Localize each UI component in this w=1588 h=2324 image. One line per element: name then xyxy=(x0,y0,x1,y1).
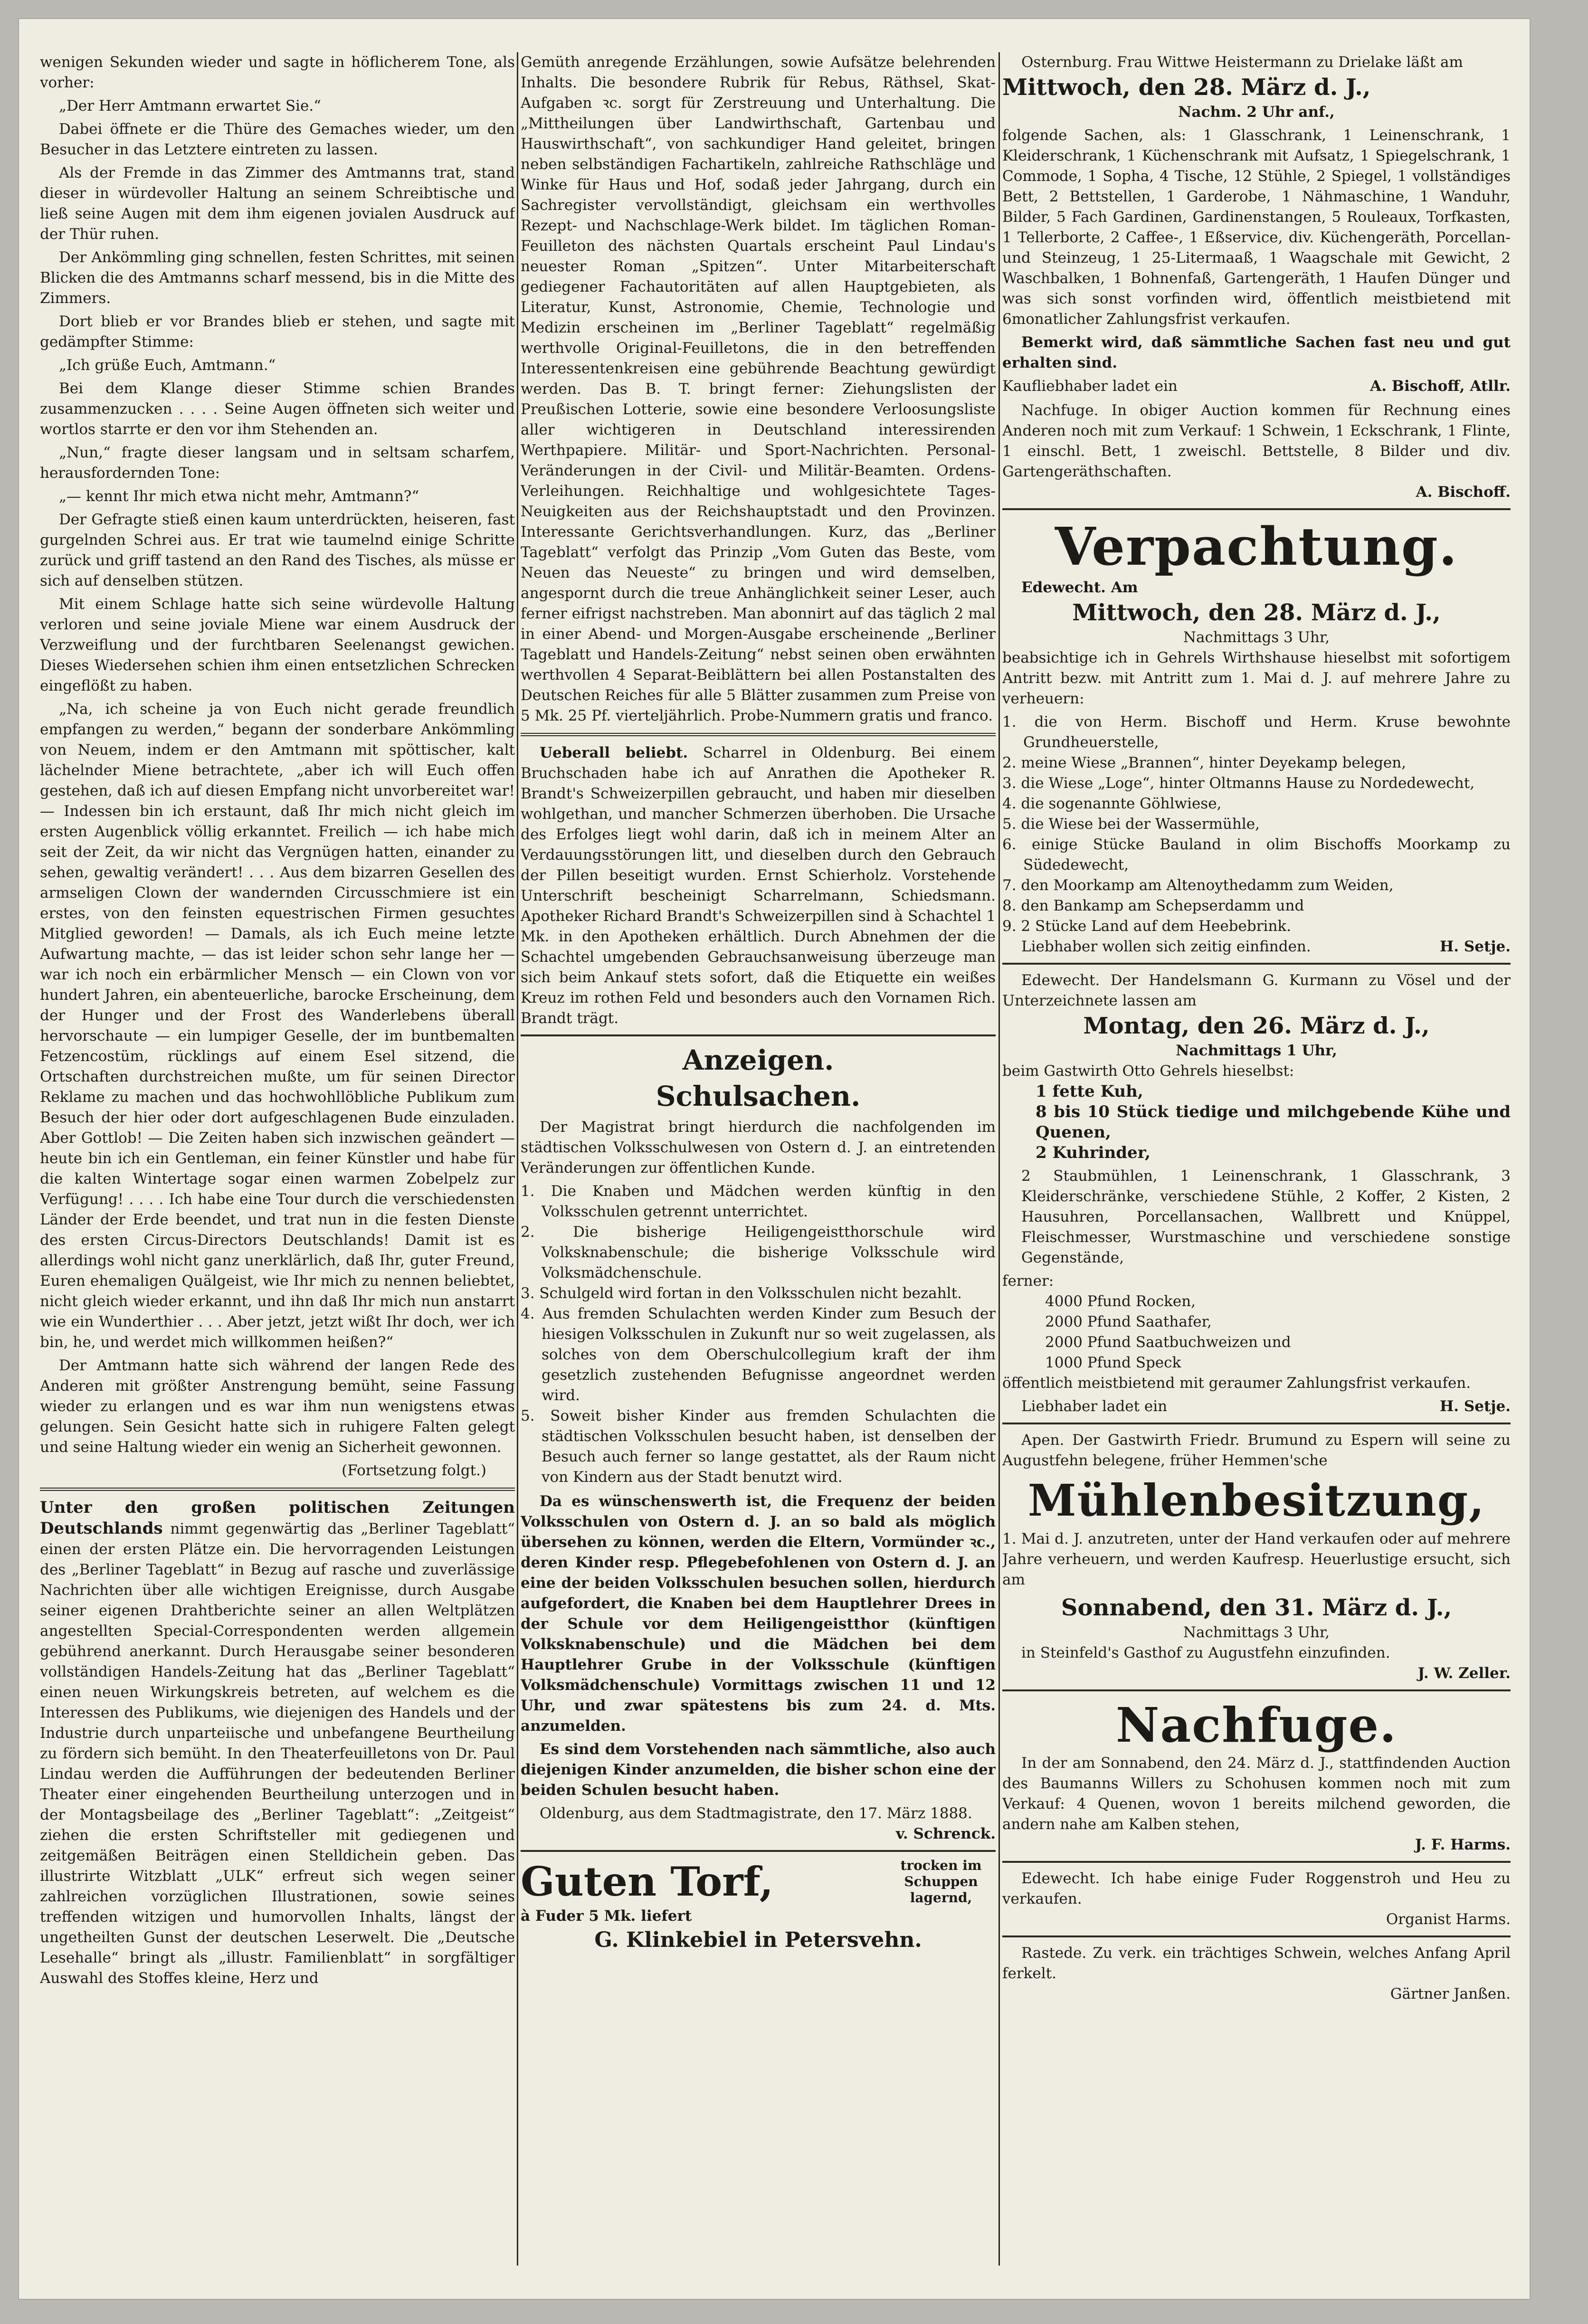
auction-3-item: 1 fette Kuh, xyxy=(1036,1082,1143,1101)
auction-3-text: 2 Staubmühlen, 1 Leinenschrank, 1 Glasschrank, 3 Kleiderschränke, verschiedene Stühle, 2 Koffer, 2 Kisten, 2 Hausuhren, Porcellansachen, Wallbrett und Knüppel, Fleischmesser, Wurstmaschine und verschiedene sonstige Gegenstände, xyxy=(1021,1167,1511,1266)
auction-1-nachfuge-signature: A. Bischoff. xyxy=(1416,484,1511,501)
section-rule xyxy=(1002,1689,1511,1691)
torf-side-note: trocken im Schuppen lagernd, xyxy=(900,1858,982,1906)
beliebt-text: Scharrel in Oldenburg. Bei einem Bruchschaden habe ich auf Anrathen die Apotheker R. Brandt's Schweizerpillen gebraucht, und haben mir dieselben wohlgethan, und mancher Schmerzen überhoben. Die Ursache des Erfolges liegt wohl darin, daß ich in meinem Alter an Verdauungsstörungen litt, und dieselben durch den Gebrauch der Pillen beseitigt wurden. Ernst Schierholz. Vorstehende Unterschrift bescheinigt Scharrelmann, Schiedsmann. Apotheker Richard Brandt's Schweizerpillen sind à Schachtel 1 Mk. in den Apotheken erhältlich. Durch Abnehmen der die Schachtel umgebenden Gebrauchsanweisung überzeuge man sich beim Ankauf stets sofort, daß die Etiquette ein weißes Kreuz im rothen Feld und besonders auch den Vornamen Rich. Brandt trägt. xyxy=(521,744,996,1027)
verpachtung-item: 7. den Moorkamp am Altenoythedamm zum Weiden, xyxy=(1002,877,1394,894)
section-rule xyxy=(521,1034,996,1036)
schul-item: 2. Die bisherige Heiligengeistthorschule wird Volksknabenschule; die bisherige Volksschule wird Volksmädchenschule. xyxy=(521,1224,996,1281)
muehle-time: Nachmittags 3 Uhr, xyxy=(1183,1624,1330,1641)
auction-3-good: 2000 Pfund Saathafer, xyxy=(1045,1313,1212,1330)
schul-place: Oldenburg, aus dem Stadtmagistrate, den 17. März 1888. xyxy=(540,1805,972,1822)
auction-3-good: 4000 Pfund Rocken, xyxy=(1045,1293,1196,1310)
story-paragraph: Dort blieb er vor Brandes blieb er stehen, und sagte mit gedämpfter Stimme: xyxy=(40,313,515,351)
ad-text: nimmt gegenwärtig das „Berliner Tageblatt“ einen der ersten Plätze ein. Die hervorragenden Leistungen des „Berliner Tageblatt“ in Bezug auf rasche und zuverlässige Nachrichten über alle wichtigen Ereignisse, durch Ausgabe seiner eigenen Drahtberichte seiner an allen Weltplätzen angestellten Special-Correspondenten werden allgemein gebührend anerkannt. Durch Herausgabe seiner besonderen vollständigen Handels-Zeitung hat das „Berliner Tageblatt“ einen neuen Wirkungskreis betreten, auf welchem es die Interessen des Publikums, wie diejenigen des Handels und der Industrie durch unparteiische und unbefangene Beurtheilung zu fördern sich bemüht. In den Theaterfeuilletons von Dr. Paul Lindau werden die Aufführungen der bedeutenden Berliner Theater einer eingehenden Beurtheilung unterzogen und in der Montagsbeilage des „Berliner Tageblatt“: „Zeitgeist“ ziehen die ersten Schriftsteller mit gediegenen und zeitgemäßen Beiträgen einen Stelldichein geben. Das illustrirte Witzblatt „ULK“ erfreut sich wegen seiner zahlreichen vorzüglichen Illustrationen, sowie seines treffenden witzigen und humorvollen Inhalts, längst der ungetheilten Gunst der deutschen Leserwelt. Die „Deutsche Lesehalle“ bringt als „illustr. Familienblatt“ in sorgfältiger Auswahl des Stoffes kleine, Herz und xyxy=(40,1520,515,1987)
section-rule xyxy=(1002,1861,1511,1863)
auction-3-item: 2 Kuhrinder, xyxy=(1036,1143,1151,1162)
verpachtung-item: 9. 2 Stücke Land auf dem Heebebrink. xyxy=(1002,918,1292,935)
verpachtung-date: Mittwoch, den 28. März d. J., xyxy=(1072,599,1441,626)
story-paragraph: „Na, ich scheine ja von Euch nicht gerade freundlich empfangen zu werden,“ begann der sonderbare Ankömmling von Neuem, indem er den Amtmann mit spöttischer, kalt lächelnder Miene betrachtete, „aber ich will Euch offen gestehen, daß ich auf diesen Empfang nicht unvorbereitet war! — Indessen bin ich erstaunt, daß Ihr mich nicht gleich im ersten Augenblick völlig erkanntet. Freilich — ich habe mich seit der Zeit, da wir nicht das Vergnügen hatten, einander zu sehen, gewaltig verändert! . . . Aus dem bizarren Gesellen des armseligen Clown der wandernden Circusschmiere ist ein erstes, von den feinsten equestrischen Firmen gesuchtes Mitglied geworden! — Damals, als ich Euch meine letzte Aufwartung machte, — das ist leider schon sehr lange her — war ich noch ein erbärmlicher Mensch — ein Clown von vor hundert Jahren, ein abenteuerliche, barocke Erscheinung, dem der Hunger und der Frost des Wanderlebens überall hervorschaute — ein lumpiger Geselle, der im buntbemalten Fetzencostüm, rücklings auf einem Esel sitzend, die Ortschaften durchstreichen mußte, um für seinen Director Reklame zu machen und das hochwohllöbliche Publikum zum Besuch der hier oder dort aufgeschlagenen Bude einzuladen. Aber Gottlob! — Die Zeiten haben sich inzwischen geändert — heute bin ich ein Gentleman, ein feiner Künstler und habe für die kalten Wintertage sogar einen warmen Zobelpelz zur Verfügung! . . . . Ich habe eine Tour durch die verschiedensten Länder der Erde beendet, und trat nun in die festen Dienste des ersten Circus-Directors Deutschlands! Damit ist es allerdings wohl nicht ganz unerklärlich, daß Ihr, guter Freund, Euren ehemaligen Quälgeist, wie Ihr mich zu nennen beliebtet, nicht gleich wieder erkannt, und ihn daß Ihr mich nun anstarrt wie ein Wunderthier . . . Aber jetzt, jetzt wißt Ihr doch, wer ich bin, he, und werdet mich willkommen heißen?“ xyxy=(40,701,515,1351)
section-rule xyxy=(1002,1423,1511,1424)
section-rule xyxy=(1002,1935,1511,1937)
torf-headline: Guten Torf, xyxy=(521,1858,774,1905)
section-rule xyxy=(521,1850,996,1852)
story-paragraph: wenigen Sekunden wieder und sagte in höflicherem Tone, als vorher: xyxy=(40,54,515,91)
strohverkauf-signature: Organist Harms. xyxy=(1386,1911,1511,1928)
ad-heading: Unter den großen politischen Zeitungen Deutschlands xyxy=(40,1498,515,1538)
story-paragraph: Der Gefragte stieß einen kaum unterdrückten, heiseren, fast gurgelnden Schrei aus. Er trat wie taumelnd einige Schritte zurück und griff tastend an den Rand des Tisches, als müsse er sich auf denselben stützen. xyxy=(40,511,515,589)
schwein-signature: Gärtner Janßen. xyxy=(1390,1985,1511,2002)
muehle-text: 1. Mai d. J. anzutreten, unter der Hand verkaufen oder auf mehrere Jahre verheuern, und werden Kaufresp. Heuerlustige ersucht, sich am xyxy=(1002,1530,1511,1588)
auction-1-nachfuge: Nachfuge. In obiger Auction kommen für Rechnung eines Anderen noch mit zum Verkauf: 1 Schwein, 1 Eckschrank, 1 Flinte, 1 einschl. Bett, 1 zweischl. Bettstelle, 8 Bilder und div. Gartengeräthschaften. xyxy=(1002,402,1511,480)
verpachtung-place: Edewecht. Am xyxy=(1021,579,1138,596)
tageblatt-ad xyxy=(40,1498,515,1989)
verpachtung-signature: H. Setje. xyxy=(1439,938,1511,955)
verpachtung-item: 3. die Wiese „Loge“, hinter Oltmanns Hause zu Nordedewecht, xyxy=(1002,775,1475,792)
schul-item: 3. Schulgeld wird fortan in den Volksschulen nicht bezahlt. xyxy=(521,1285,962,1302)
story-paragraph: Der Ankömmling ging schnellen, festen Schrittes, mit seinen Blicken die des Amtmanns scharf messend, bis in die Mitte des Zimmers. xyxy=(40,249,515,307)
auction-1-signature: A. Bischoff, Atllr. xyxy=(1370,378,1511,395)
auction-3-item: 8 bis 10 Stück tiedige und milchgebende Kühe und Quenen, xyxy=(1036,1102,1511,1142)
auction-1-note: Bemerkt wird, daß sämmtliche Sachen fast neu und gut erhalten sind. xyxy=(1002,334,1511,371)
schul-notice: Da es wünschenswerth ist, die Frequenz der beiden Volksschulen von Ostern d. J. an so bald als möglich übersehen zu können, werden die Eltern, Vormünder ꝛc., deren Kinder resp. Pflegebefohlenen von Ostern d. J. an eine der beiden Volksschulen besuchen sollen, hierdurch aufgefordert, die Knaben bei dem Hauptlehrer Drees in der Schule vor dem Heiligengeistthor (künftigen Volksknabenschule) und die Mädchen bei dem Hauptlehrer Grube in der Volksschule (künftigen Volksmädchenschule) Vormittags zwischen 11 und 12 Uhr, und zwar spätestens bis zum 24. d. Mts. anzumelden. xyxy=(521,1493,996,1735)
continuation-note: (Fortsetzung folgt.) xyxy=(342,1462,486,1479)
story-paragraph: Mit einem Schlage hatte sich seine würdevolle Haltung verloren und seine joviale Miene war einem Ausdruck der Verzweiflung und der furchtbaren Seelenangst gewichen. Dieses Wiedersehen schien ihm einen entsetzlichen Schrecken eingeflößt zu haben. xyxy=(40,596,515,694)
story-paragraph: Der Amtmann hatte sich während der langen Rede des Anderen mit größter Anstrengung bemüht, seine Fassung wieder zu erlangen und es war ihm nun wenigstens etwas gelungen. Sein Gesicht hatte sich in ruhigere Falten gelegt und seine Haltung wieder ein wenig an Sicherheit gewonnen. xyxy=(40,1357,515,1456)
schulsachen-heading: Schulsachen. xyxy=(656,1080,861,1112)
strohverkauf-text: Edewecht. Ich habe einige Fuder Roggenstroh und Heu zu verkaufen. xyxy=(1002,1870,1511,1907)
auction-1-time: Nachm. 2 Uhr anf., xyxy=(1178,104,1335,121)
verpachtung-lead: Liebhaber wollen sich zeitig einfinden. xyxy=(1021,938,1311,955)
story-paragraph: „Der Herr Amtmann erwartet Sie.“ xyxy=(59,97,322,114)
schwein-text: Rastede. Zu verk. ein trächtiges Schwein, welches Anfang April ferkelt. xyxy=(1002,1945,1511,1982)
schul-notice-2: Es sind dem Vorstehenden nach sämmtliche, also auch diejenigen Kinder anzumelden, die bisher schon eine der beiden Schulen besucht haben. xyxy=(521,1741,996,1799)
column-rule xyxy=(517,52,518,2266)
verpachtung-item: 2. meine Wiese „Brannen“, hinter Deyekamp belegen, xyxy=(1002,754,1407,771)
anzeigen-heading: Anzeigen. xyxy=(682,1044,834,1076)
verpachtung-item: 1. die von Herm. Bischoff und Herm. Kruse bewohnte Grundheuerstelle, xyxy=(1002,713,1511,751)
story-paragraph: „— kennt Ihr mich etwa nicht mehr, Amtmann?“ xyxy=(59,488,419,505)
auction-3-intro: Edewecht. Der Handelsmann G. Kurmann zu Vösel und der Unterzeichnete lassen am xyxy=(1002,972,1511,1009)
muehle-intro: Apen. Der Gastwirth Friedr. Brumund zu Espern will seine zu Augustfehn belegene, früher Hemmen'sche xyxy=(1002,1432,1511,1469)
verpachtung-heading: Verpachtung. xyxy=(1055,516,1458,577)
auction-1-text: folgende Sachen, als: 1 Glasschrank, 1 Leinenschrank, 1 Kleiderschrank, 1 Küchenschrank mit Aufsatz, 1 Spiegelschrank, 1 Commode, 1 Sopha, 4 Tische, 12 Stühle, 2 Spiegel, 1 vollständiges Bett, 2 Bettstellen, 1 Garderobe, 1 Nähmaschine, 1 Wanduhr, Bilder, 5 Fach Gardinen, Gardinenstangen, 5 Rouleaux, Torfkasten, 1 Tellerborte, 2 Caffee-, 1 Eßservice, div. Küchengeräth, Porcellan- und Steinzeug, 1 25-Litermaaß, 1 Waagschale mit Gewicht, 2 Waschbalken, 1 Bohnenfaß, Gartengeräth, 1 Haufen Dünger und was sich sonst vorfinden wird, öffentlich meistbietend mit 6monatlicher Zahlungsfrist verkaufen. xyxy=(1002,127,1511,328)
story-paragraph: „Ich grüße Euch, Amtmann.“ xyxy=(59,357,276,374)
muehle-place: in Steinfeld's Gasthof zu Augustfehn einzufinden. xyxy=(1021,1644,1390,1661)
schul-item: 4. Aus fremden Schulachten werden Kinder zum Besuch der hiesigen Volksschulen in Zukunft nur so weit zugelassen, als solches von dem Oberschulcollegium kraft der ihm gesetzlich zustehenden Befugnisse angeordnet werden wird. xyxy=(521,1305,996,1404)
story-paragraph: „Nun,“ fragte dieser langsam und in seltsam scharfem, herausfordernden Tone: xyxy=(40,444,515,482)
muehle-heading: Mühlenbesitzung, xyxy=(1027,1475,1485,1526)
serial-story xyxy=(40,52,515,1481)
verpachtung-time: Nachmittags 3 Uhr, xyxy=(1183,629,1330,646)
torf-seller: G. Klinkebiel in Petersvehn. xyxy=(594,1928,922,1952)
auction-3-time: Nachmittags 1 Uhr, xyxy=(1176,1042,1337,1059)
story-paragraph: Als der Fremde in das Zimmer des Amtmanns trat, stand dieser in würdevoller Haltung an seinem Schreibtische und ließ seine Augen mit dem ihm eigenen jovialen Ausdruck auf der Thür ruhen. xyxy=(40,164,515,243)
schul-signature: v. Schrenck. xyxy=(895,1825,996,1842)
auction-3-sale: öffentlich meistbietend mit geraumer Zahlungsfrist verkaufen. xyxy=(1002,1375,1471,1392)
section-rule xyxy=(1002,508,1511,510)
section-rule xyxy=(40,1488,515,1491)
schul-item: 5. Soweit bisher Kinder aus fremden Schulachten die städtischen Volksschulen besucht haben, ist denselben der Besuch auch ferner so lange gestattet, als der Raum nicht von Kindern aus der Stadt benutzt wird. xyxy=(521,1407,996,1486)
story-paragraph: Bei dem Klange dieser Stimme schien Brandes zusammenzucken . . . . Seine Augen öffneten sich weiter und wortlos starrte er den vor ihm Stehenden an. xyxy=(40,380,515,438)
verpachtung-item: 6. einige Stücke Bauland in olim Bischoffs Moorkamp zu Südedewecht, xyxy=(1002,836,1511,873)
auction-1-date: Mittwoch, den 28. März d. J., xyxy=(1002,74,1371,101)
section-rule xyxy=(1002,963,1511,965)
beliebt-title: Ueberall beliebt. xyxy=(540,744,688,761)
auction-1-lead: Kaufliebhaber ladet ein xyxy=(1002,378,1178,395)
verpachtung-item: 4. die sogenannte Göhlwiese, xyxy=(1002,795,1222,812)
column-2 xyxy=(521,52,996,1957)
story-paragraph: Dabei öffnete er die Thüre des Gemaches wieder, um den Besucher in das Letztere eintreten zu lassen. xyxy=(40,121,515,158)
auction-3-lead: Liebhaber ladet ein xyxy=(1021,1398,1168,1415)
nachfuge-text: In der am Sonnabend, den 24. März d. J., stattfindenden Auction des Baumanns Willers zu Schohusen kommen noch mit zum Verkauf: 4 Quenen, wovon 1 bereits milchend geworden, die andern nahe am Kalben stehen, xyxy=(1002,1755,1511,1833)
torf-ad xyxy=(521,1858,996,1906)
nachfuge-signature: J. F. Harms. xyxy=(1415,1836,1511,1853)
verpachtung-intro: beabsichtige ich in Gehrels Wirthshause hieselbst mit sofortigem Antritt bezw. mit Antritt zum 1. Mai d. J. auf mehrere Jahre zu verheuern: xyxy=(1002,649,1511,707)
verpachtung-item: 5. die Wiese bei der Wassermühle, xyxy=(1002,816,1260,833)
auction-3-good: 1000 Pfund Speck xyxy=(1045,1354,1181,1371)
newspaper-page xyxy=(19,19,1530,2299)
auction-3-date: Montag, den 26. März d. J., xyxy=(1083,1013,1430,1039)
schul-item: 1. Die Knaben und Mädchen werden künftig in den Volksschulen getrennt unterrichtet. xyxy=(521,1183,996,1220)
auction-3-signature: H. Setje. xyxy=(1439,1398,1511,1415)
auction-3-place: beim Gastwirth Otto Gehrels hieselbst: xyxy=(1002,1062,1294,1080)
tageblatt-ad-continued: Gemüth anregende Erzählungen, sowie Aufsätze belehrenden Inhalts. Die besondere Rubrik für Rebus, Räthsel, Skat-Aufgaben ꝛc. sorgt für Zerstreuung und Unterhaltung. Die „Mittheilungen über Landwirthschaft, Gartenbau und Hauswirthschaft“, von sachkundiger Hand geleitet, bringen neben selbständigen Fachartikeln, zahlreiche Rathschläge und Winke für Haus und Hof, sodaß jeder Jahrgang, durch ein Sachregister vervollständigt, gleichsam ein werthvolles Rezept- und Nachschlage-Werk bildet. Im täglichen Roman-Feuilleton des nächsten Quartals erscheint Paul Lindau's neuester Roman „Spitzen“. Unter Mitarbeiterschaft gediegener Fachautoritäten auf allen Hauptgebieten, als Literatur, Kunst, Astronomie, Chemie, Technologie und Medizin erscheinen im „Berliner Tageblatt“ regelmäßig werthvolle Original-Feuilletons, die in den betreffenden Interessentenkreisen eine gebührende Beachtung gewürdigt werden. Das B. T. bringt ferner: Ziehungslisten der Preußischen Lotterie, sowie eine besondere Verloosungsliste aller wichtigeren in Deutschland interessirenden Werthpapiere. Militär- und Sport-Nachrichten. Personal-Veränderungen in der Civil- und Militär-Beamten. Ordens-Verleihungen. Reichhaltige und wohlgesichtete Tages-Neuigkeiten aus der Reichshauptstadt und den Provinzen. Interessante Gerichtsverhandlungen. Kurz, das „Berliner Tageblatt“ verfolgt das Prinzip „Vom Guten das Beste, vom Neuen das Neueste“ zu bringen und wird demselben, angespornt durch die treue Anhänglichkeit seiner Leser, auch ferner eifrigst nachstreben. Man abonnirt auf das täglich 2 mal in einer Abend- und Morgen-Ausgabe erscheinende „Berliner Tageblatt und Handels-Zeitung“ nebst seinen oben erwähnten werthvollen 4 Separat-Beiblättern bei allen Postanstalten des Deutschen Reiches für alle 5 Blätter zusammen zum Preise von 5 Mk. 25 Pf. vierteljährlich. Probe-Nummern gratis und franco. xyxy=(521,54,996,724)
auction-3-ferner: ferner: xyxy=(1002,1272,1054,1290)
nachfuge-heading: Nachfuge. xyxy=(1116,1697,1397,1753)
column-3 xyxy=(1002,52,1511,2007)
verpachtung-item: 8. den Bankamp am Schepserdamm und xyxy=(1002,897,1304,914)
muehle-date: Sonnabend, den 31. März d. J., xyxy=(1061,1594,1452,1621)
torf-price: à Fuder 5 Mk. liefert xyxy=(521,1907,692,1925)
section-rule xyxy=(521,733,996,736)
auction-3-good: 2000 Pfund Saatbuchweizen und xyxy=(1045,1334,1291,1351)
muehle-signature: J. W. Zeller. xyxy=(1417,1665,1511,1682)
schul-intro: Der Magistrat bringt hierdurch die nachfolgenden im städtischen Volksschulwesen von Ostern d. J. an eintretenden Veränderungen zur öffentlichen Kunde. xyxy=(521,1119,996,1176)
auction-1-intro: Osternburg. Frau Wittwe Heistermann zu Drielake läßt am xyxy=(1021,54,1463,71)
column-1 xyxy=(40,52,515,1992)
column-rule xyxy=(998,52,1000,2266)
